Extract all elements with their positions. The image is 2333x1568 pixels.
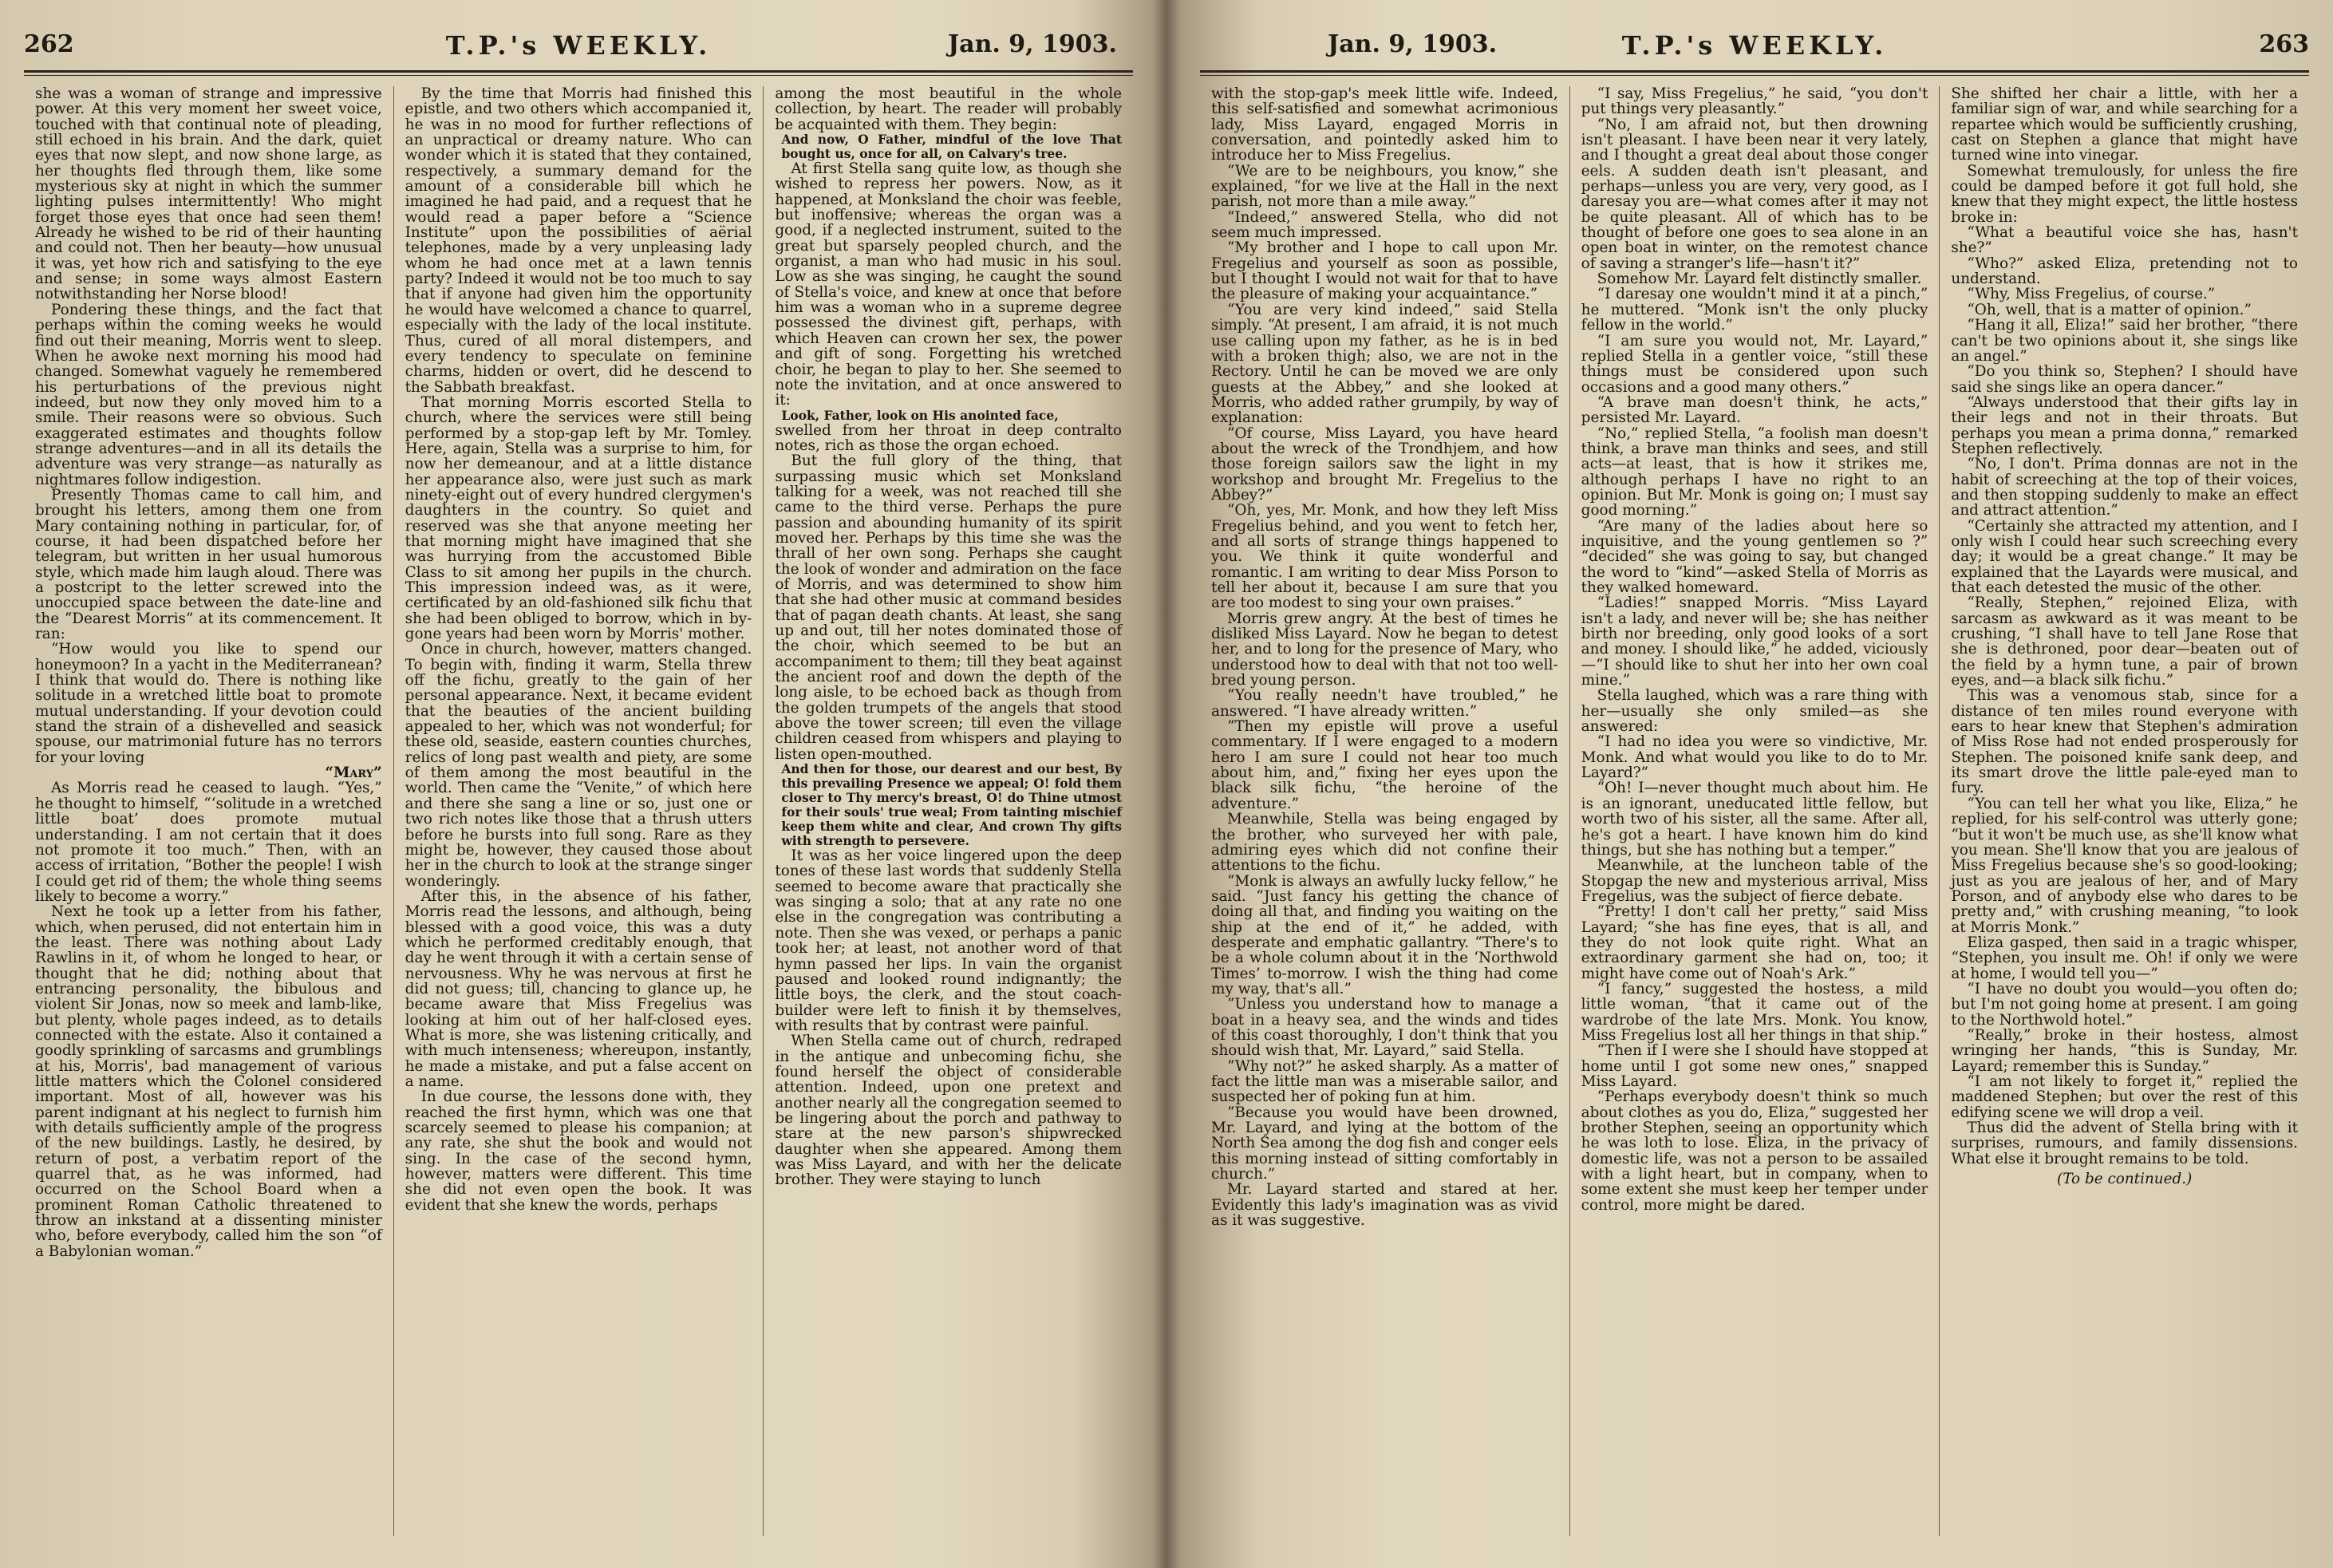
text-column (24, 86, 393, 1536)
paragraph: she was a woman of strange and impressive power. At this very moment her sweet voice, touched with that continual note of pleading, still echoed in his brain. And the dark, quiet eyes that now slept, and now shone large, as her thoughts fled through them, like some mysterious sky at night in which the summer lighting pulses intermittently! Who might forget those eyes that once had seen them! Already he wished to be rid of their haunting and could not. Then her beauty—how unusual it was, yet how rich and satisfying to the eye and sense; in some ways almost Eastern notwithstanding her Norse blood! (35, 86, 382, 303)
journal-title: T.P.'s WEEKLY. (445, 30, 712, 61)
paragraph: This was a venomous stab, since for a distance of ten miles round everyone with ears to hear knew that Stephen's admiration of Miss Rose had not ended prosperously for Stephen. The poisoned knife sank deep, and its smart drove the little pale-eyed man to fury. (1951, 687, 2299, 797)
paragraph: Eliza gasped, then said in a tragic whisper, “Stephen, you insult me. Oh! if only we were at home, I would tell you—” (1951, 934, 2299, 982)
paragraph: “Hang it all, Eliza!” said her brother, “there can't be two opinions about it, she sings like an angel.” (1951, 317, 2299, 365)
header-rule (1200, 70, 2309, 76)
paragraph: “You are very kind indeed,” said Stella simply. “At present, I am afraid, it is not much use calling upon my father, as he is in bed with a broken thigh; also, we are not in the Rectory. Until he can be moved we are only guests at the Abbey,” and she looked at Morris, who added rather grumpily, by way of explanation: (1211, 301, 1558, 427)
paragraph: Next he took up a letter from his father, which, when perused, did not entertain him in the least. There was nothing about Lady Rawlins in it, of whom he longed to hear, or thought that he did; nothing about that entrancing personality, the bibulous and violent Sir Jonas, now so meek and lamb-like, but plenty, whole pages indeed, as to details connected with the estate. Also it contained a goodly sprinkling of sarcasms and grumblings at his, Morris', bad management of various little matters which the Colonel considered important. Most of all, however was his parent indignant at his neglect to furnish him with details sufficiently ample of the progress of the new buildings. Lastly, he desired, by return of post, a verbatim report of the quarrel that, as he was informed, had occurred on the School Board when a prominent Roman Catholic threatened to throw an inkstand at a dissenting minister who, before everybody, called him the son “of a Babylonian woman.” (35, 903, 382, 1260)
text-column (763, 86, 1133, 1536)
paragraph: “Who?” asked Eliza, pretending not to understand. (1951, 255, 2299, 288)
paragraph: “Then my epistle will prove a useful commentary. If I were engaged to a modern hero I am sure I could not hear too much about him, and,” fixing her eyes upon the black silk fichu, “the heroine of the adventure.” (1211, 718, 1558, 812)
paragraph: “Why, Miss Fregelius, of course.” (1967, 286, 2216, 303)
paragraph: Thus did the advent of Stella bring with it surprises, rumours, and family dissensions. What else it brought remains to be told. (1951, 1120, 2299, 1167)
paragraph: “Oh! I—never thought much about him. He is an ignorant, uneducated little fellow, but worth two of his sister, all the same. After all, he's got a heart. I have known him do kind things, but she has nothing but a temper.” (1581, 780, 1928, 859)
paragraph: “Really,” broke in their hostess, almost wringing her hands, “this is Sunday, Mr. Layard; remember this is Sunday.” (1951, 1026, 2299, 1075)
paragraph: In due course, the lessons done with, they reached the first hymn, which was one that scarcely seemed to please his companion; at any rate, she shut the book and would not sing. In the case of the second hymn, however, matters were different. This time she did not even open the book. It was evident that she knew the words, perhaps (405, 1088, 752, 1214)
journal-title: T.P.'s WEEKLY. (1621, 30, 1888, 61)
paragraph: Somehow Mr. Layard felt distinctly smaller. (1597, 271, 1922, 288)
paragraph: “No, I don't. Prima donnas are not in the habit of screeching at the top of their voices, and then stopping suddenly to make an effect and attract attention.” (1951, 456, 2299, 519)
paragraph: Meanwhile, Stella was being engaged by the brother, who surveyed her with pale, admiring eyes which did not confine their attentions to the fichu. (1211, 811, 1558, 875)
paragraph: “I am sure you would not, Mr. Layard,” replied Stella in a gentler voice, “still these things must be considered upon such occasions and a good many others.” (1581, 332, 1928, 396)
paragraph: It was as her voice lingered upon the deep tones of these last words that suddenly Stella seemed to become aware that practically she was singing a solo; that at any rate no one else in the congregation was contributing a note. Then she was vexed, or perhaps a panic took her; at least, not another word of that hymn passed her lips. In vain the organist paused and looked round indignantly; the little boys, the clerk, and the stout coach-builder were left to finish it by themselves, with results that by contrast were painful. (775, 847, 1123, 1034)
left-page-header (24, 30, 1133, 65)
paragraph: Pondering these things, and the fact that perhaps within the coming weeks he would find out their meaning, Morris went to sleep. When he awoke next morning his mood had changed. Somewhat vaguely he remembered his perturbations of the previous night indeed, but now they only moved him to a smile. Their reasons were so obvious. Such exaggerated estimates and thoughts follow strange adventures—and in all its details the adventure was very strange—as naturally as nightmares follow indigestion. (35, 301, 382, 488)
paragraph: “Really, Stephen,” rejoined Eliza, with sarcasm as awkward as it was meant to be crushing, “I shall have to tell Jane Rose that she is dethroned, poor dear—beaten out of the field by a hymn tune, a pair of brown eyes, and—a black silk fichu.” (1951, 594, 2299, 689)
paragraph: “I have no doubt you would—you often do; but I'm not going home at present. I am going to the Northwold hotel.” (1951, 980, 2299, 1029)
hymn-verse: And then for those, our dearest and our best, By this prevailing Presence we appeal; O! fold them closer to Thy mercy's breast, O! do Thine utmost for their souls' true weal; From tainting mischief keep them white and clear, And crown Thy gifts with strength to persevere. (781, 761, 1123, 849)
paragraph: “Perhaps everybody doesn't think so much about clothes as you do, Eliza,” suggested her brother Stephen, seeing an opportunity which he was loth to lose. Eliza, in the privacy of domestic life, was not a person to be assailed with a light heart, but in company, when to some extent she must keep her temper under control, more might be dared. (1581, 1088, 1928, 1214)
paragraph: That morning Morris escorted Stella to church, where the services were still being performed by a stop-gap left by Mr. Tomley. Here, again, Stella was a surprise to him, for now her demeanour, and at a little distance her appearance also, were just such as mark ninety-eight out of every hundred clergymen's daughters in the country. So quiet and reserved was she that anyone meeting her that morning might have imagined that she was hurrying from the accustomed Bible Class to sit among her pupils in the church. This impression indeed was, as it were, certificated by an old-fashioned silk fichu that she had been obliged to borrow, which in by-gone years had been worn by Morris' mother. (405, 393, 752, 643)
paragraph: “I daresay one wouldn't mind it at a pinch,” he muttered. “Monk isn't the only plucky fellow in the world.” (1581, 286, 1928, 334)
paragraph: “Ladies!” snapped Morris. “Miss Layard isn't a lady, and never will be; she has neither birth nor breeding, only good looks of a sort and money. I should like,” he added, viciously—“I should like to shut her into her own coal mine.” (1581, 594, 1928, 689)
paragraph: “My brother and I hope to call upon Mr. Fregelius and yourself as soon as possible, but I thought I would not wait for that to have the pleasure of making your acquaintance.” (1211, 239, 1558, 303)
paragraph: By the time that Morris had finished this epistle, and two others which accompanied it, he was in no mood for further reflections of an unpractical or dreamy nature. Who can wonder which it is stated that they contained, respectively, a summary demand for the amount of a considerable bill which he imagined he had paid, and a request that he would read a paper before a “Science Institute” upon the possibilities of aërial telephones, made by a very unpleasing lady whom he had once met at a lawn tennis party? Indeed it would not be too much to say that if anyone had given him the opportunity he would have welcomed a chance to quarrel, especially with the lady of the local institute. Thus, cured of all moral distempers, and every tendency to speculate on feminine charms, hidden or overt, did he descend to the Sabbath breakfast. (405, 86, 752, 396)
text-column (1200, 86, 1569, 1536)
text-column (1569, 86, 1940, 1536)
paragraph: “I fancy,” suggested the hostess, a mild little woman, “that it came out of the wardrobe of the late Mrs. Monk. You know, Miss Fregelius lost all her things in that ship.” (1581, 980, 1928, 1044)
left-page-columns (24, 86, 1133, 1536)
paragraph: Somewhat tremulously, for unless the fire could be damped before it got full hold, she knew that they might expect, the little hostess broke in: (1951, 162, 2299, 226)
paragraph: Morris grew angry. At the best of times he disliked Miss Layard. Now he began to detest her, and to long for the presence of Mary, who understood how to deal with that not too well-bred young person. (1211, 610, 1558, 689)
text-column (1939, 86, 2309, 1536)
paragraph: “I had no idea you were so vindictive, Mr. Monk. And what would you like to do to Mr. Layard?” (1581, 733, 1928, 782)
paragraph: “I am not likely to forget it,” replied the maddened Stephen; but over the rest of this edifying scene we will drop a veil. (1951, 1073, 2299, 1121)
left-page (0, 0, 1157, 1568)
paragraph: Stella laughed, which was a rare thing with her—usually she only smiled—as she answered: (1581, 687, 1928, 736)
paragraph: “Pretty! I don't call her pretty,” said Miss Layard; “she has fine eyes, that is all, and they do not look quite right. What an extraordinary garment she had on, too; it might have come out of Noah's Ark.” (1581, 903, 1928, 982)
paragraph: “I say, Miss Fregelius,” he said, “you don't put things very pleasantly.” (1581, 86, 1928, 118)
paragraph: “Oh, yes, Mr. Monk, and how they left Miss Fregelius behind, and you went to fetch her, and all sorts of strange things happened to you. We think it quite wonderful and romantic. I am writing to dear Miss Porson to tell her about it, because I am sure that you are too modest to sing your own praises.” (1211, 502, 1558, 612)
issue-date: Jan. 9, 1903. (1328, 30, 1498, 58)
paragraph: Mr. Layard started and stared at her. Evidently this lady's imagination was as vivid as it was suggestive. (1211, 1181, 1558, 1230)
right-page (1176, 0, 2333, 1568)
right-page-header (1200, 30, 2309, 65)
paragraph: “Then if I were she I should have stopped at home until I got some new ones,” snapped Miss Layard. (1581, 1042, 1928, 1090)
paragraph: She shifted her chair a little, with her a familiar sign of war, and while searching for a repartee which would be sufficiently crushing, cast on Stephen a glance that might have turned wine into vinegar. (1951, 86, 2299, 164)
paragraph: “Indeed,” answered Stella, who did not seem much impressed. (1211, 208, 1558, 242)
right-page-columns (1200, 86, 2309, 1536)
paragraph: At first Stella sang quite low, as though she wished to repress her powers. Now, as it happened, at Monksland the choir was feeble, but inoffensive; whereas the organ was a good, if a neglected instrument, suited to the great but sparsely peopled church, and the organist, a man who had music in his soul. Low as she was singing, he caught the sound of Stella's voice, and knew at once that before him was a woman who in a supreme degree possessed the divinest gift, perhaps, with which Heaven can crown her sex, the power and gift of song. Forgetting his wretched choir, he began to play to her. She seemed to note the invitation, and at once answered to it: (775, 160, 1123, 409)
paragraph: with the stop-gap's meek little wife. Indeed, this self-satisfied and somewhat acrimonious lady, Miss Layard, engaged Morris in conversation, and pointedly asked him to introduce her to Miss Fregelius. (1211, 86, 1558, 164)
paragraph: “What a beautiful voice she has, hasn't she?” (1951, 224, 2299, 257)
paragraph: “Certainly she attracted my attention, and I only wish I could hear such screeching every day; it would be a great change.” It may be explained that the Layards were musical, and that each detested the music of the other. (1951, 517, 2299, 596)
paragraph: Meanwhile, at the luncheon table of the Stopgap the new and mysterious arrival, Miss Fregelius, was the subject of fierce debate. (1581, 857, 1928, 905)
paragraph: “Of course, Miss Layard, you have heard about the wreck of the Trondhjem, and how those foreign sailors saw the light in my workshop and brought Mr. Fregelius to the Abbey?” (1211, 425, 1558, 504)
page-number: 262 (24, 30, 74, 58)
paragraph: When Stella came out of church, redraped in the antique and unbecoming fichu, she found herself the object of considerable attention. Indeed, upon one pretext and another nearly all the congregation seemed to be lingering about the porch and pathway to stare at the new parson's shipwrecked daughter when she appeared. Among them was Miss Layard, and with her the delicate brother. They were staying to lunch (775, 1033, 1123, 1189)
paragraph: “Because you would have been drowned, Mr. Layard, and lying at the bottom of the North Sea among the dog fish and conger eels this morning instead of sitting comfortably in church.” (1211, 1104, 1558, 1183)
paragraph: After this, in the absence of his father, Morris read the lessons, and although, being blessed with a good voice, this was a duty which he performed creditably enough, that day he went through it with a certain sense of nervousness. Why he was nervous at first he did not guess; till, chancing to glance up, he became aware that Miss Fregelius was looking at him out of her half-closed eyes. What is more, she was listening critically, and with much intenseness; whereupon, instantly, he made a mistake, and put a false accent on a name. (405, 887, 752, 1090)
hymn-verse: Look, Father, look on His anointed face, (781, 407, 1059, 423)
text-column (393, 86, 764, 1536)
paragraph: swelled from her throat in deep contralto notes, rich as those the organ echoed. (775, 421, 1123, 454)
paragraph: But the full glory of the thing, that surpassing music which set Monksland talking for a week, was not reached till she came to the third verse. Perhaps the pure passion and abounding humanity of its spirit moved her. Perhaps by this time she was the thrall of her own song. Perhaps she caught the look of wonder and admiration on the face of Morris, and was determined to show him that she had other music at command besides that of pagan death chants. At least, she sang up and out, till her notes dominated those of the choir, which seemed to be but an accompaniment to them; till they beat against the ancient roof and down the depth of the long aisle, to be echoed back as though from the golden trumpets of the angels that stood above the tower screen; till even the village children ceased from whispers and playing to listen open-mouthed. (775, 452, 1123, 763)
paragraph: “Always understood that their gifts lay in their legs and not in their throats. But perhaps you mean a prima donna,” remarked Stephen reflectively. (1951, 393, 2299, 457)
letter-signature: “Mary” (325, 764, 382, 782)
paragraph: As Morris read he ceased to laugh. “Yes,” he thought to himself, “‘solitude in a wretched little boat’ does promote mutual understanding. I am not certain that it does not promote it too much.” Then, with an access of irritation, “Bother the people! I wish I could get rid of them; the whole thing seems likely to become a worry.” (35, 780, 382, 905)
paragraph: “Oh, well, that is a matter of opinion.” (1967, 301, 2252, 318)
paragraph: Presently Thomas came to call him, and brought his letters, among them one from Mary containing nothing in particular, for, of course, it had been dispatched before her telegram, but written in her usual humorous style, which made him laugh aloud. There was a postcript to the letter screwed into the unoccupied space between the date-line and the “Dearest Morris” at its commencement. It ran: (35, 486, 382, 643)
paragraph: among the most beautiful in the whole collection, by heart. The reader will probably be acquainted with them. They begin: (775, 86, 1123, 133)
to-be-continued-note: (To be continued.) (2057, 1171, 2193, 1188)
paragraph: “Are many of the ladies about here so inquisitive, and the young gentlemen so ?” “decided” she was going to say, but changed the word to “kind”—asked Stella of Morris as they walked homeward. (1581, 517, 1928, 596)
paragraph: “Monk is always an awfully lucky fellow,” he said. “Just fancy his getting the chance of doing all that, and finding you waiting on the ship at the end of it,” he added, with desperate and emphatic gallantry. “There's to be a whole column about it in the ‘Northwold Times’ to-morrow. I wish the thing had come my way, that's all.” (1211, 872, 1558, 997)
paragraph: “How would you like to spend our honeymoon? In a yacht in the Mediterranean? I think that would do. There is nothing like solitude in a wretched little boat to promote mutual understanding. If your devotion could stand the strain of a dishevelled and seasick spouse, our matrimonial future has no terrors for your loving (35, 641, 382, 766)
paragraph: “You really needn't have troubled,” he answered. “I have already written.” (1211, 687, 1558, 720)
paragraph: “A brave man doesn't think, he acts,” persisted Mr. Layard. (1581, 393, 1928, 427)
issue-date: Jan. 9, 1903. (947, 30, 1117, 58)
paragraph: “No,” replied Stella, “a foolish man doesn't think, a brave man thinks and sees, and still acts—at least, that is how it strikes me, although perhaps I have no right to an opinion. But Mr. Monk is going on; I must say good morning.” (1581, 425, 1928, 519)
paragraph: “Unless you understand how to manage a boat in a heavy sea, and the winds and tides of this coast thoroughly, I don't think that you should wish that, Mr. Layard,” said Stella. (1211, 996, 1558, 1060)
paragraph: “We are to be neighbours, you know,” she explained, “for we live at the Hall in the next parish, not more than a mile away.” (1211, 162, 1558, 211)
paragraph: “No, I am afraid not, but then drowning isn't pleasant. I have been near it very lately, and I thought a great deal about those conger eels. A sudden death isn't pleasant, and perhaps—unless you are very, very good, as I daresay you are—what comes after it may not be quite pleasant. All of which has to be thought of before one goes to sea alone in an open boat in winter, on the remotest chance of saving a stranger's life—hasn't it?” (1581, 116, 1928, 272)
paragraph: “Why not?” he asked sharply. As a matter of fact the little man was a miserable sailor, and suspected her of poking fun at him. (1211, 1057, 1558, 1106)
paragraph: “You can tell her what you like, Eliza,” he replied, for his self-control was utterly gone; “but it won't be much use, as she'll know what you mean. She'll know that you are jealous of Miss Fregelius because she's so good-looking; just as you are jealous of her, and of Mary Porson, and of anybody else who dares to be pretty and,” with crushing meaning, “to look at Morris Monk.” (1951, 795, 2299, 936)
paragraph: Once in church, however, matters changed. To begin with, finding it warm, Stella threw off the fichu, greatly to the gain of her personal appearance. Next, it became evident that the beauties of the ancient building appealed to her, which was not wonderful; for these old, seaside, eastern counties churches, relics of long past wealth and piety, are some of them among the most beautiful in the world. Then came the “Venite,” of which here and there she sang a line or so, just one or two rich notes like those that a thrush utters before he bursts into full song. Rare as they might be, however, they caused those about her in the church to look at the strange singer wonderingly. (405, 641, 752, 890)
page-number: 263 (2259, 30, 2309, 58)
hymn-verse: And now, O Father, mindful of the love That bought us, once for all, on Calvary's tree. (781, 132, 1123, 162)
paragraph: “Do you think so, Stephen? I should have said she sings like an opera dancer.” (1951, 363, 2299, 396)
header-rule (24, 70, 1133, 76)
